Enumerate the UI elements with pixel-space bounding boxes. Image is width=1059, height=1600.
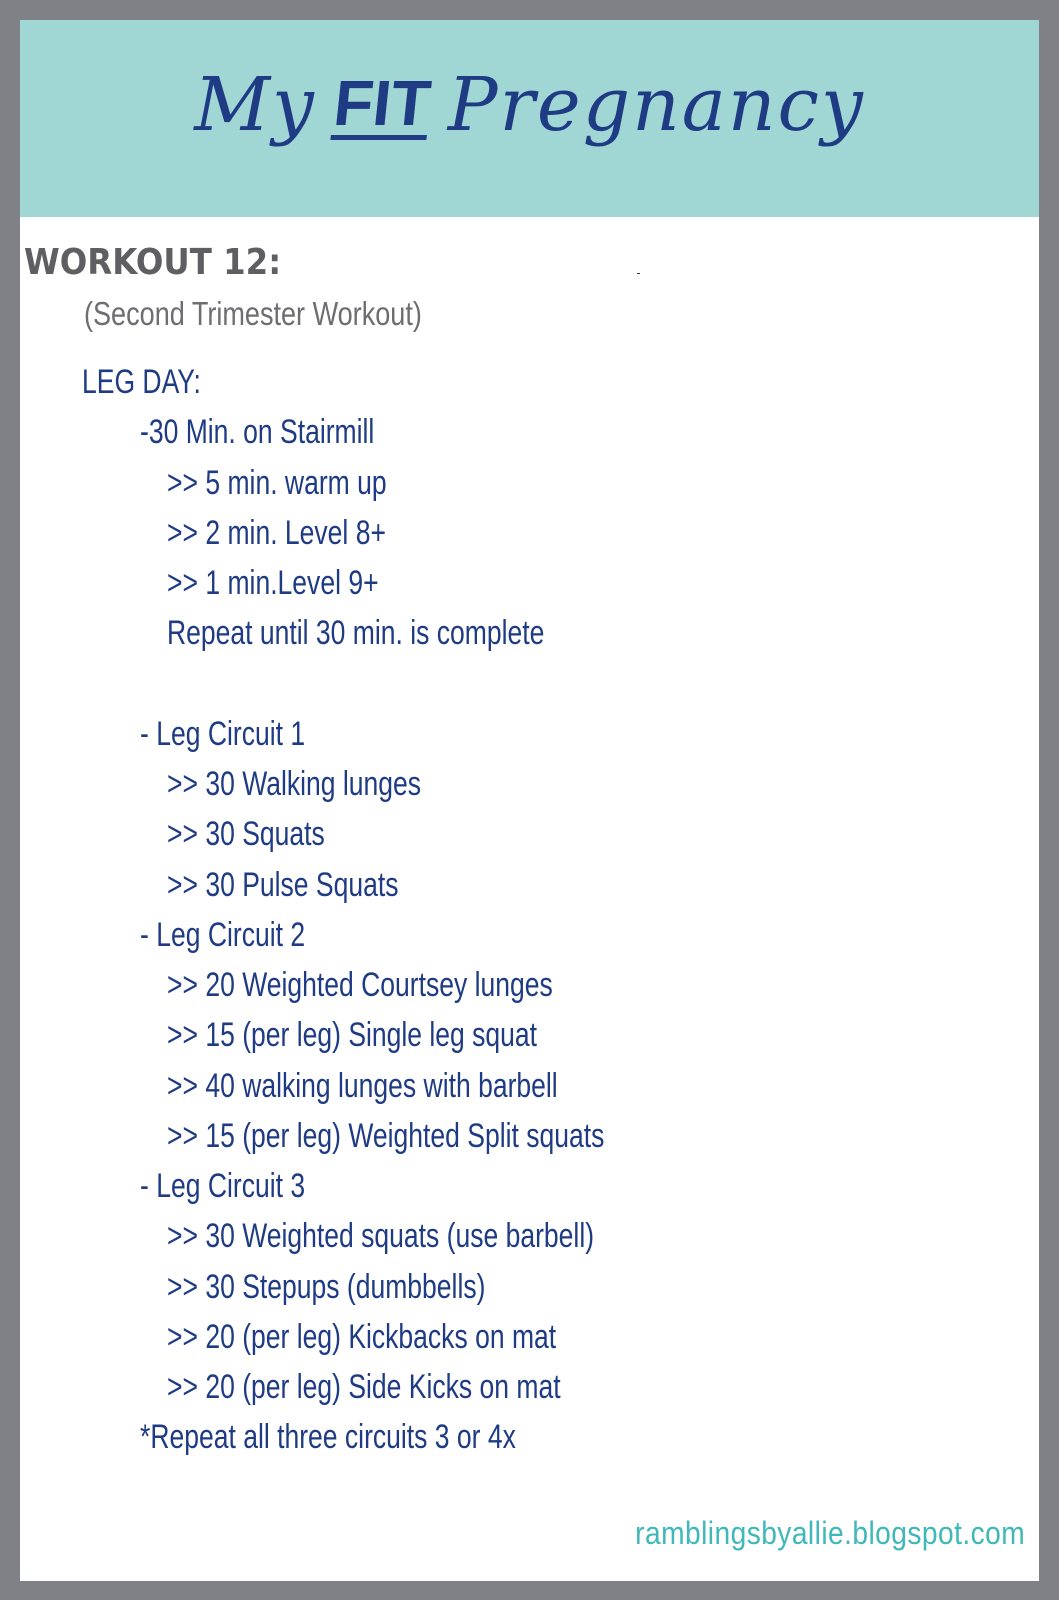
exercise-subitem: >> 2 min. Level 8+	[167, 514, 386, 552]
title-banner	[20, 20, 1039, 217]
circuit-title: - Leg Circuit 2	[140, 916, 306, 954]
title-prefix: My	[194, 62, 316, 148]
exercise-subitem: >> 40 walking lunges with barbell	[167, 1067, 558, 1105]
circuit-title: - Leg Circuit 1	[140, 715, 306, 753]
exercise-subitem: >> 30 Weighted squats (use barbell)	[167, 1217, 595, 1255]
blog-url: ramblingsbyallie.blogspot.com	[635, 1515, 1025, 1551]
exercise-item: -30 Min. on Stairmill	[140, 413, 375, 451]
workout-heading: WORKOUT 12:	[24, 242, 282, 283]
section-title: LEG DAY:	[82, 363, 201, 401]
title-emphasis: FIT	[330, 66, 434, 139]
exercise-subitem: >> 30 Walking lunges	[167, 765, 422, 803]
title-suffix: Pregnancy	[447, 62, 865, 148]
exercise-subitem: >> 1 min.Level 9+	[167, 564, 379, 602]
exercise-subitem: >> 30 Pulse Squats	[167, 866, 399, 904]
exercise-subitem: >> 20 Weighted Courtsey lunges	[167, 966, 553, 1004]
exercise-subitem: >> 20 (per leg) Side Kicks on mat	[167, 1368, 561, 1406]
exercise-subitem: >> 15 (per leg) Single leg squat	[167, 1016, 538, 1054]
exercise-note: Repeat until 30 min. is complete	[167, 614, 545, 652]
workout-subheading: (Second Trimester Workout)	[84, 295, 422, 332]
exercise-subitem: >> 5 min. warm up	[167, 464, 387, 502]
stray-mark	[637, 273, 640, 274]
banner-title	[20, 62, 1039, 148]
exercise-subitem: >> 30 Stepups (dumbbells)	[167, 1268, 486, 1306]
exercise-subitem: >> 15 (per leg) Weighted Split squats	[167, 1117, 605, 1155]
workout-card	[20, 20, 1039, 1581]
repeat-note: *Repeat all three circuits 3 or 4x	[140, 1418, 516, 1456]
exercise-subitem: >> 30 Squats	[167, 815, 325, 853]
circuit-title: - Leg Circuit 3	[140, 1167, 306, 1205]
exercise-subitem: >> 20 (per leg) Kickbacks on mat	[167, 1318, 557, 1356]
